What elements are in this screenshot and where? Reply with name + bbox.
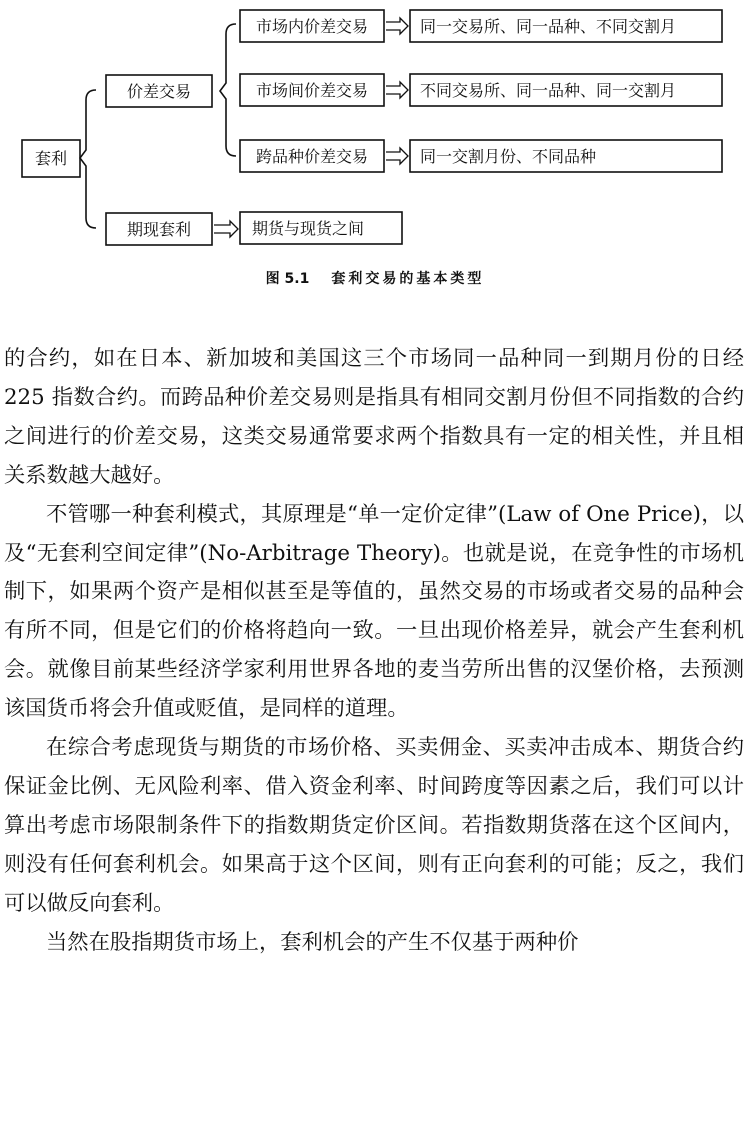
paragraph: 不管哪一种套利模式，其原理是“单一定价定律”(Law of One Price)，以及“无套利空间定律”(No-Arbitrage Theory)。也就是说，在竞争性的市场机制下，如果两个资产是相似甚至是等值的，虽然交易的市场或者交易的品种会有所不同，但是它们的价格将趋向一致。一旦出现价格差异，就会产生套利机会。就像目前某些经济学家利用世界各地的麦当劳所出售的汉堡价格，去预测该国货币将会升值或贬值，是同样的道理。 <box>4 501 744 722</box>
figure-title: 套利交易的基本类型 <box>331 271 485 287</box>
paragraph: 在综合考虑现货与期货的市场价格、买卖佣金、买卖冲击成本、期货合约保证金比例、无风险利率、借入资金利率、时间跨度等因素之后，我们可以计算出考虑市场限制条件下的指数期货定价区间。若指数期货落在这个区间内，则没有任何套利机会。如果高于这个区间，则有正向套利的可能；反之，我们可以做反向套利。 <box>4 735 744 916</box>
arrow-icon <box>214 221 238 237</box>
spread-desc-1: 同一交易所、同一品种、不同交割月 <box>420 17 677 36</box>
spread-type-label-2: 市场间价差交易 <box>255 81 369 100</box>
spread-brace <box>220 24 236 156</box>
arrow-icon <box>386 18 408 34</box>
figure-number: 图 5.1 <box>265 271 310 287</box>
spread-label: 价差交易 <box>126 82 192 101</box>
figure-caption <box>0 268 750 288</box>
spread-type-label-1: 市场内价差交易 <box>255 17 369 36</box>
arrow-icon <box>386 148 408 164</box>
body-text <box>4 340 744 963</box>
root-label: 套利 <box>34 149 68 168</box>
arrow-icon <box>386 82 408 98</box>
spread-desc-3: 同一交割月份、不同品种 <box>420 147 597 166</box>
spread-desc-2: 不同交易所、同一品种、同一交割月 <box>420 81 677 100</box>
basis-label: 期现套利 <box>126 220 192 239</box>
spread-type-label-3: 跨品种价差交易 <box>255 147 369 166</box>
root-brace <box>80 90 96 228</box>
arbitrage-types-diagram <box>0 0 750 260</box>
basis-desc: 期货与现货之间 <box>252 219 365 238</box>
paragraph: 当然在股指期货市场上，套利机会的产生不仅基于两种价 <box>46 929 579 955</box>
paragraph: 的合约，如在日本、新加坡和美国这三个市场同一品种同一到期月份的日经 225 指数合约。而跨品种价差交易则是指具有相同交割月份但不同指数的合约之间进行的价差交易，这类交易通常要求两个指数具有一定的相关性，并且相关系数越大越好。 <box>4 346 744 488</box>
